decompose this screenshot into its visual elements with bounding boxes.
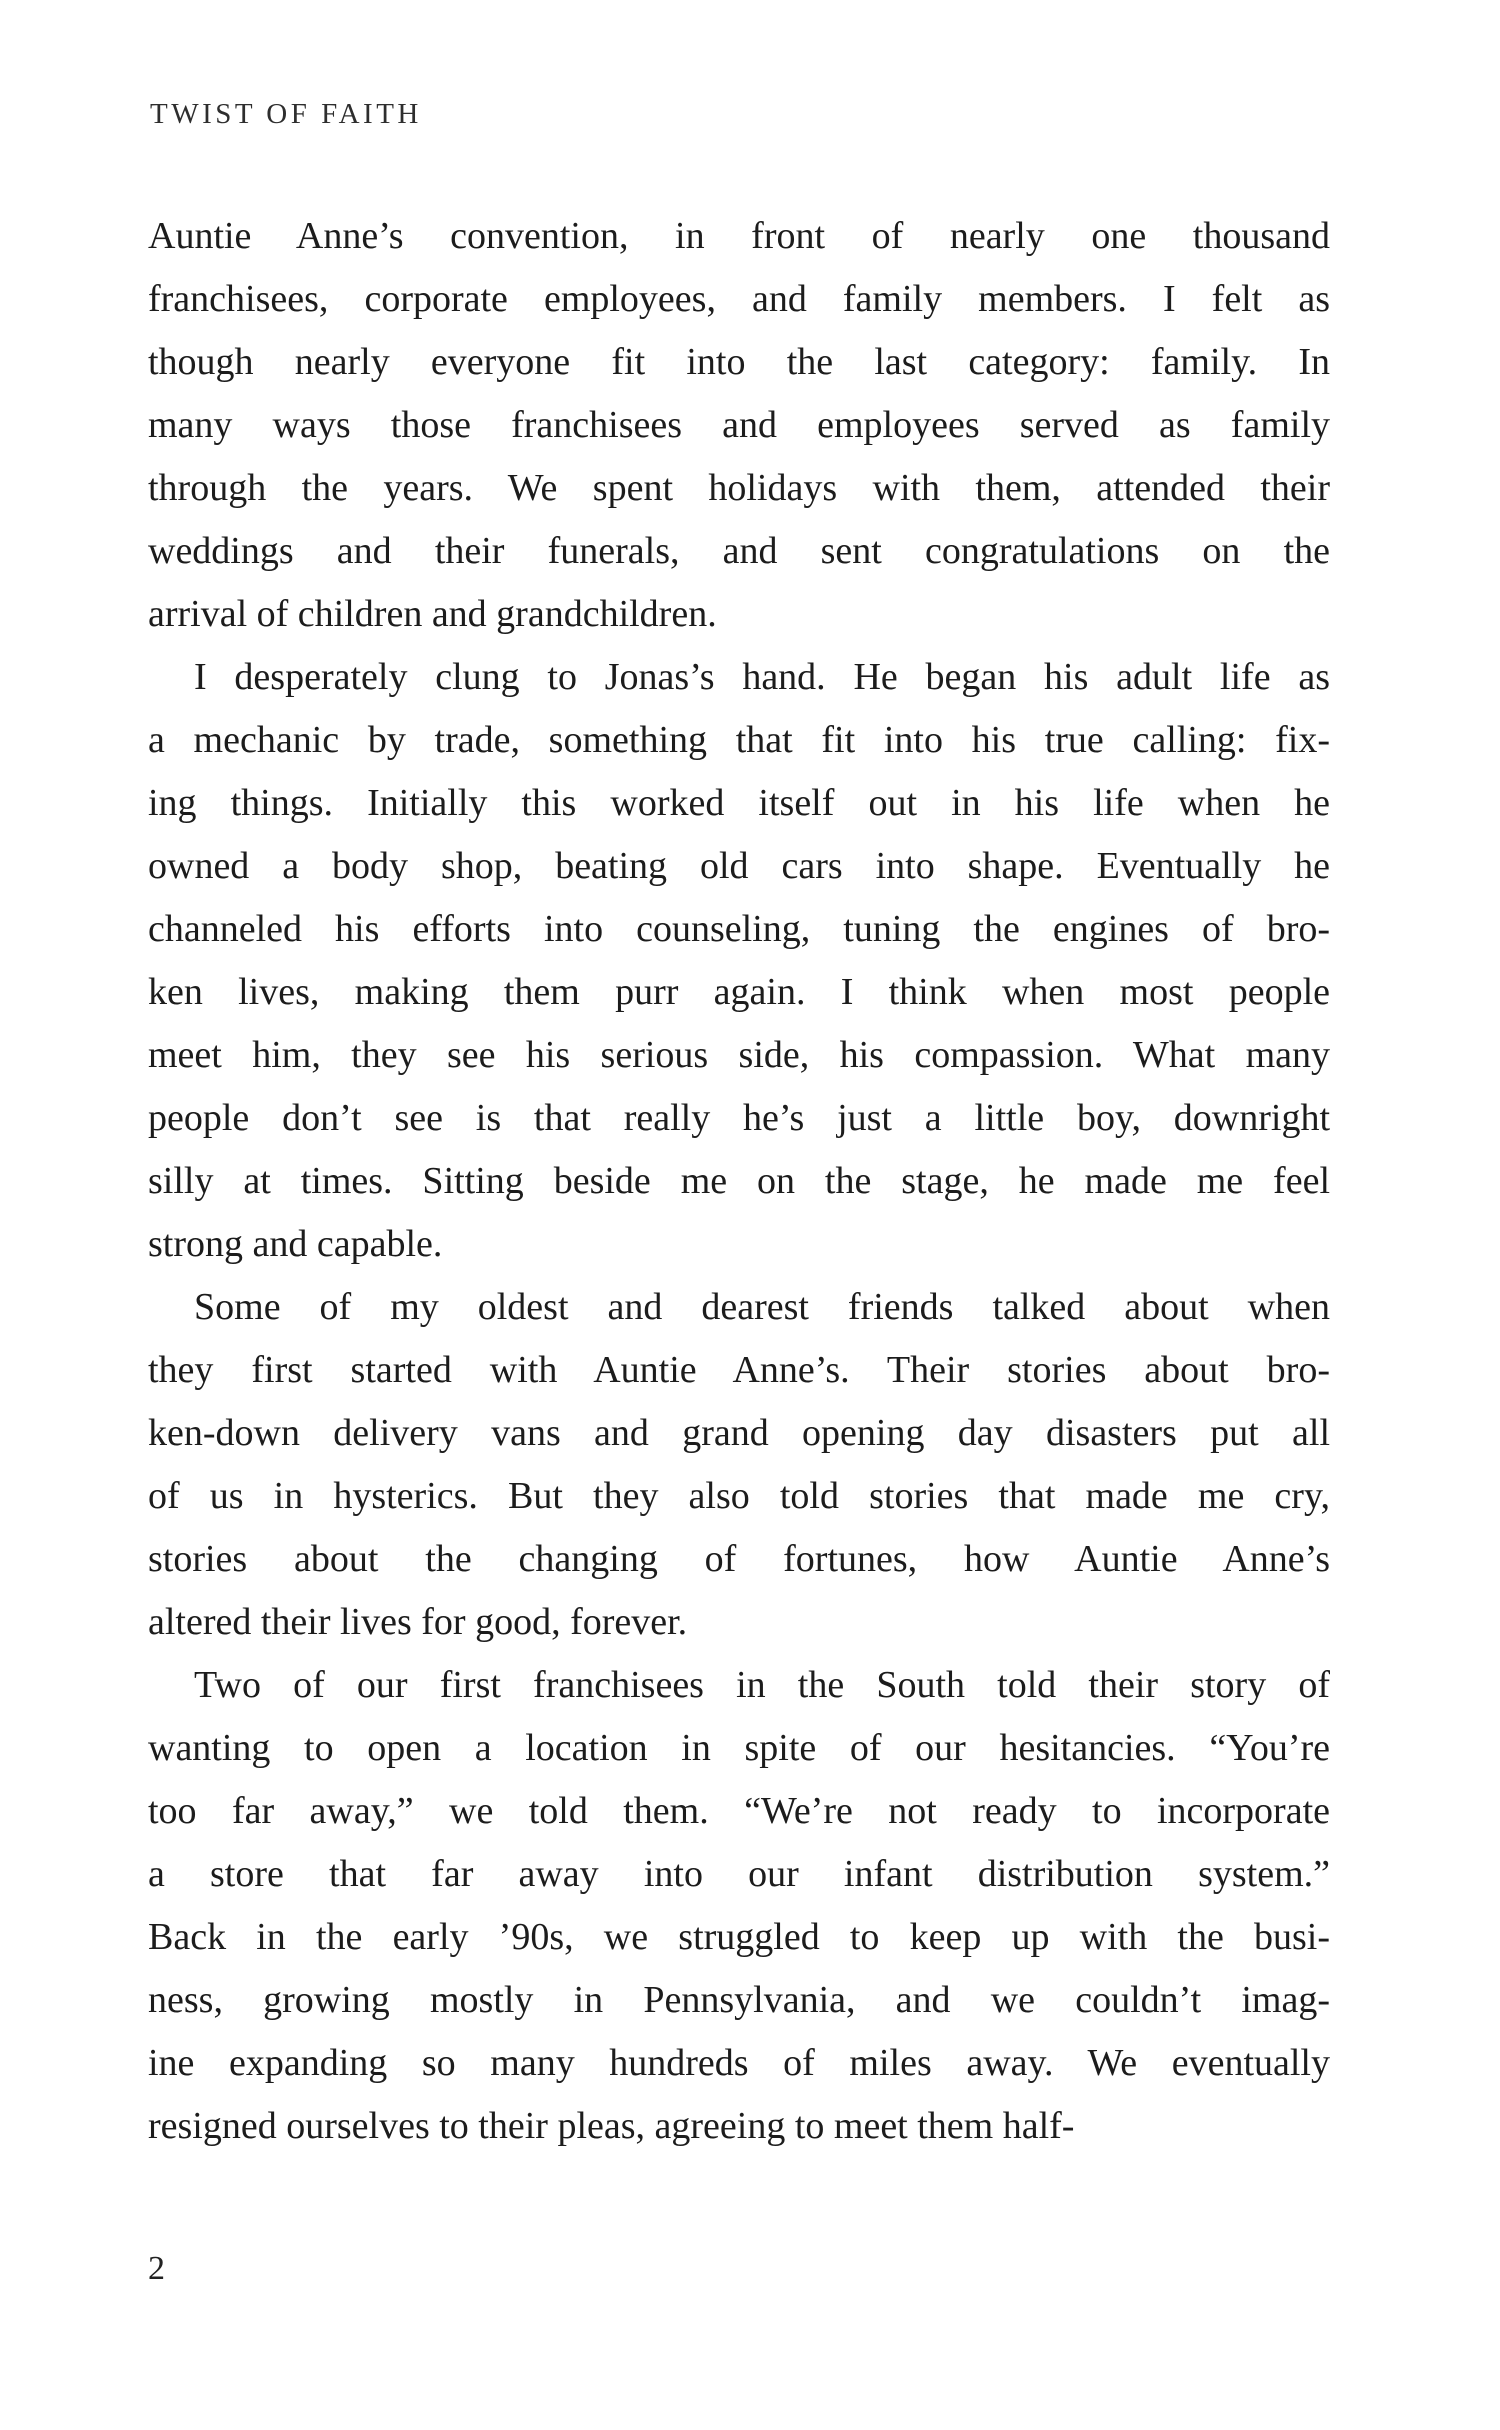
text-line: of us in hysterics. But they also told stories that made me cry, xyxy=(148,1475,1330,1517)
text-line: meet him, they see his serious side, his compassion. What many xyxy=(148,1034,1330,1076)
text-line: ing things. Initially this worked itself out in his life when he xyxy=(148,782,1330,824)
text-line: a store that far away into our infant distribution system.” xyxy=(148,1853,1330,1895)
running-header: TWIST OF FAITH xyxy=(150,98,422,130)
text-line: many ways those franchisees and employees served as family xyxy=(148,404,1330,446)
text-line: through the years. We spent holidays with them, attended their xyxy=(148,467,1330,509)
text-line: I desperately clung to Jonas’s hand. He began his adult life as xyxy=(194,656,1330,698)
text-line: ken-down delivery vans and grand opening day disasters put all xyxy=(148,1412,1330,1454)
text-line: ness, growing mostly in Pennsylvania, and we couldn’t imag- xyxy=(148,1979,1330,2021)
text-line: too far away,” we told them. “We’re not ready to incorporate xyxy=(148,1790,1330,1832)
text-line: though nearly everyone fit into the last category: family. In xyxy=(148,341,1330,383)
text-line: altered their lives for good, forever. xyxy=(148,1601,688,1643)
text-line: strong and capable. xyxy=(148,1223,443,1265)
text-line: arrival of children and grandchildren. xyxy=(148,593,717,635)
text-line: franchisees, corporate employees, and family members. I felt as xyxy=(148,278,1330,320)
text-line: ine expanding so many hundreds of miles away. We eventually xyxy=(148,2042,1330,2084)
text-line: weddings and their funerals, and sent congratulations on the xyxy=(148,530,1330,572)
text-line: they first started with Auntie Anne’s. Their stories about bro- xyxy=(148,1349,1330,1391)
text-line: resigned ourselves to their pleas, agreeing to meet them half- xyxy=(148,2105,1075,2147)
text-line: wanting to open a location in spite of our hesitancies. “You’re xyxy=(148,1727,1330,1769)
text-line: people don’t see is that really he’s just a little boy, downright xyxy=(148,1097,1330,1139)
text-line: Back in the early ’90s, we struggled to keep up with the busi- xyxy=(148,1916,1330,1958)
text-line: a mechanic by trade, something that fit into his true calling: fix- xyxy=(148,719,1330,761)
text-line: owned a body shop, beating old cars into shape. Eventually he xyxy=(148,845,1330,887)
text-line: stories about the changing of fortunes, how Auntie Anne’s xyxy=(148,1538,1330,1580)
body-text xyxy=(148,205,1330,2158)
text-line: Two of our first franchisees in the South told their story of xyxy=(194,1664,1330,1706)
text-line: silly at times. Sitting beside me on the stage, he made me feel xyxy=(148,1160,1330,1202)
page-number: 2 xyxy=(148,2250,165,2287)
text-line: Auntie Anne’s convention, in front of nearly one thousand xyxy=(148,215,1330,257)
text-line: channeled his efforts into counseling, tuning the engines of bro- xyxy=(148,908,1330,950)
text-line: Some of my oldest and dearest friends talked about when xyxy=(194,1286,1330,1328)
text-line: ken lives, making them purr again. I think when most people xyxy=(148,971,1330,1013)
